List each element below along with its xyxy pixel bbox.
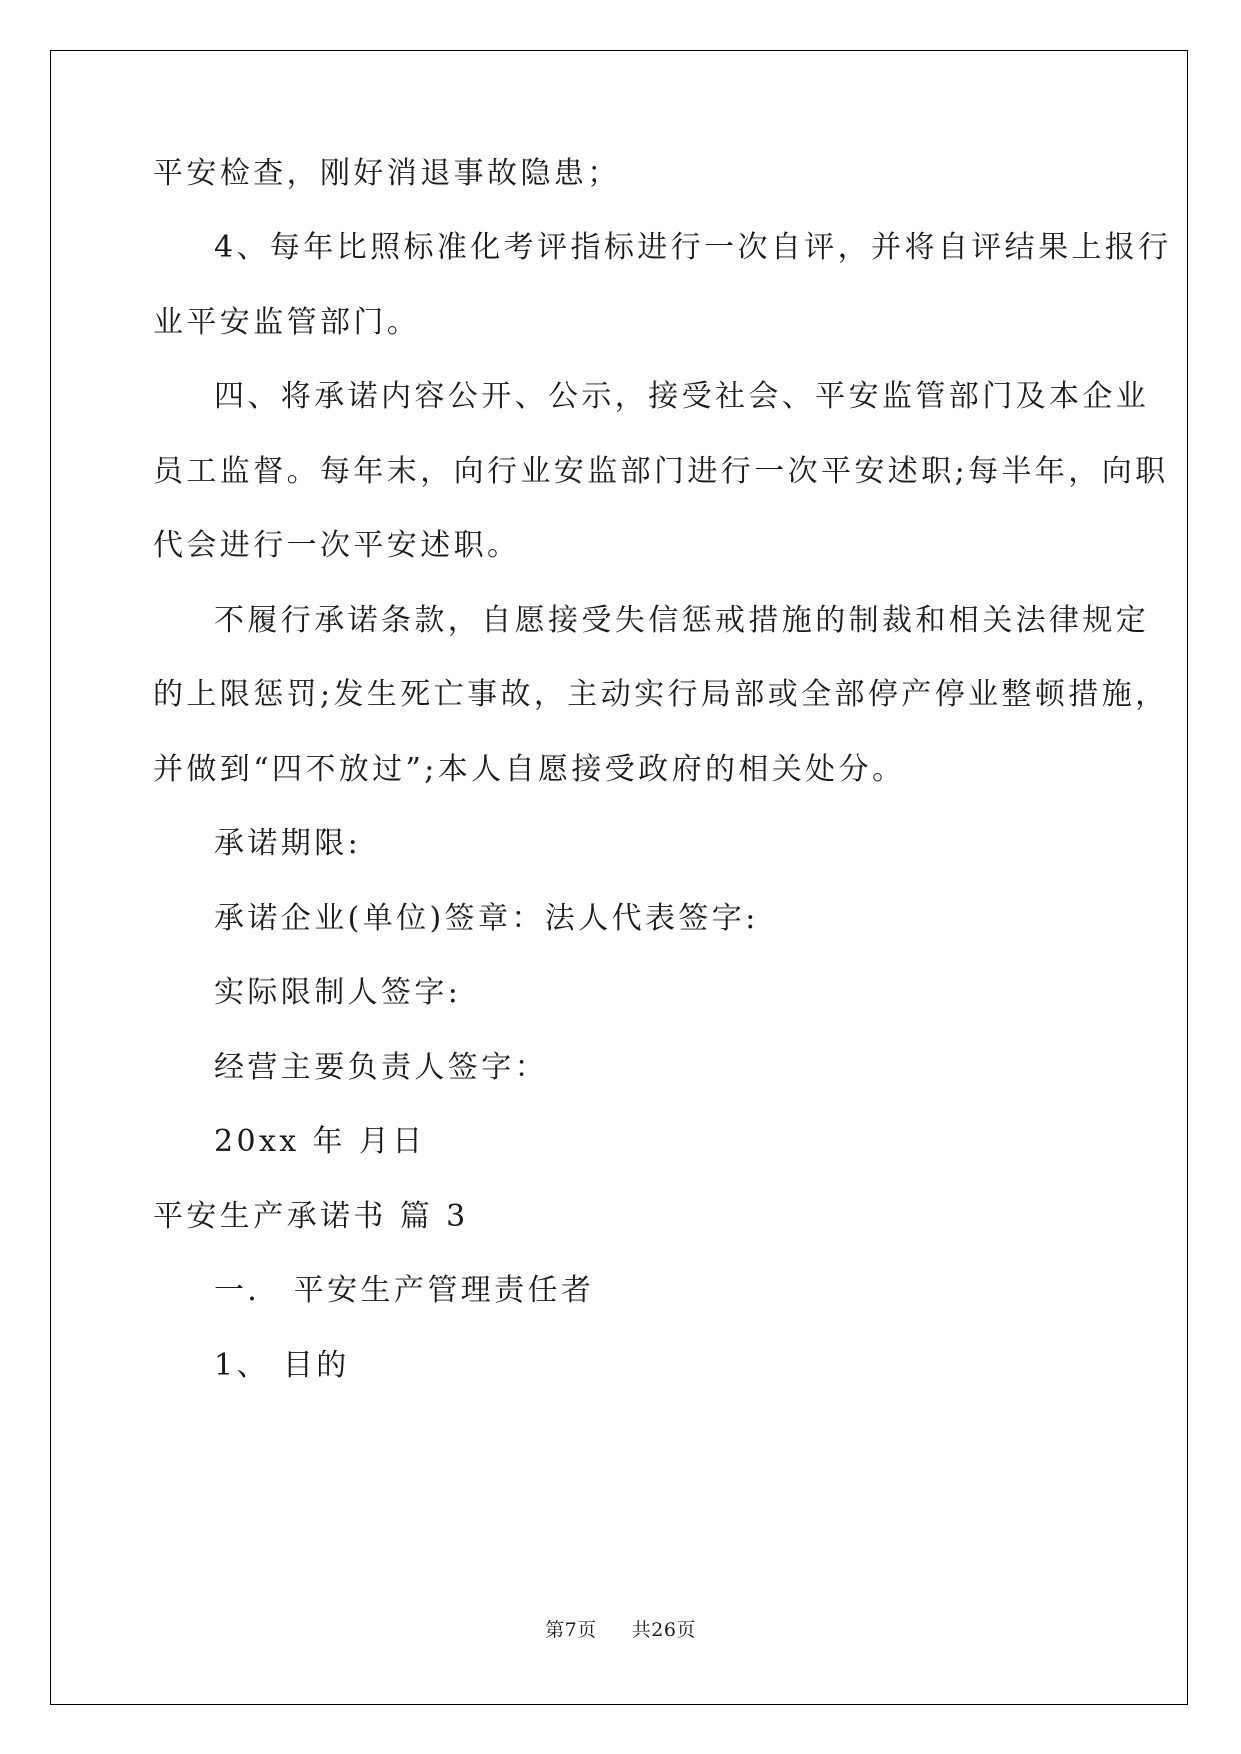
body-line: 实际限制人签字:	[214, 975, 462, 1010]
body-line: 平安检查，刚好消退事故隐患；	[153, 156, 621, 191]
body-line: 4、每年比照标准化考评指标进行一次自评，并将自评结果上报行	[214, 230, 1172, 265]
page-number: 第7页	[545, 1619, 597, 1641]
body-line: 员工监督。每年末，向行业安监部门进行一次平安述职;每半年，向职	[153, 454, 1169, 489]
page-footer	[0, 1618, 1241, 1642]
page-border	[50, 50, 1188, 1705]
body-line: 并做到“四不放过”;本人自愿接受政府的相关处分。	[153, 752, 906, 787]
body-line: 承诺期限:	[214, 826, 362, 861]
body-line: 经营主要负责人签字：	[214, 1050, 548, 1085]
body-line: 的上限惩罚;发生死亡事故，主动实行局部或全部停产停业整顿措施，	[153, 677, 1169, 712]
body-line: 业平安监管部门。	[153, 305, 421, 340]
body-line: 20xx 年 月日	[214, 1124, 426, 1159]
section-heading: 平安生产承诺书 篇 3	[153, 1199, 469, 1234]
page-total: 共26页	[631, 1619, 696, 1641]
body-line: 1、 目的	[214, 1348, 350, 1383]
body-line: 承诺企业(单位)签章：法人代表签字:	[214, 901, 759, 936]
body-line: 四、将承诺内容公开、公示，接受社会、平安监管部门及本企业	[214, 379, 1150, 414]
body-line: 一． 平安生产管理责任者	[214, 1273, 595, 1308]
body-line: 不履行承诺条款，自愿接受失信惩戒措施的制裁和相关法律规定	[214, 603, 1150, 638]
body-line: 代会进行一次平安述职。	[153, 528, 521, 563]
